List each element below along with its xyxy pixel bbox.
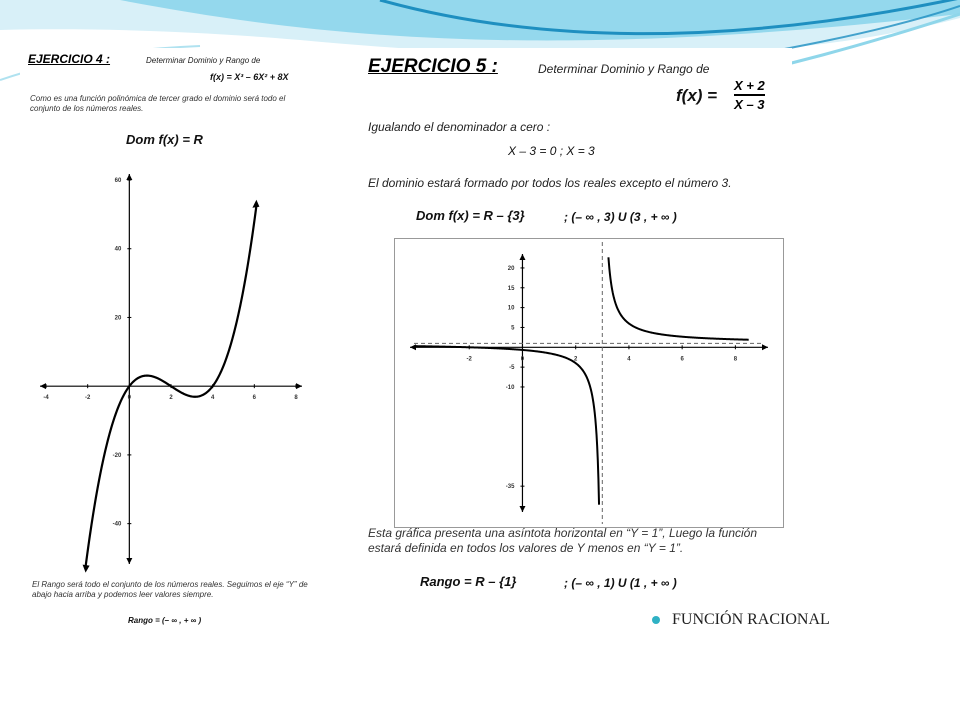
exercise-5-range-interval: ; (– ∞ , 1) U (1 , + ∞ ) [564, 576, 677, 590]
exercise-5-panel [358, 48, 792, 596]
y-tick-label: -35 [505, 484, 515, 491]
fraction-numerator: X + 2 [734, 78, 765, 93]
exercise-5-function-lhs: f(x) = [676, 86, 718, 105]
exercise-5-domain: Dom f(x) = R – {3} [416, 208, 525, 223]
x-tick-label: -2 [84, 395, 91, 402]
exercise-4-function: f(x) = X³ – 6X² + 8X [210, 72, 289, 82]
exercise-5-asymptote-explanation: Esta gráfica presenta una asíntota horizontal en “Y = 1”, Luego la función estará definida en todos los valores de Y menos en “Y = 1”. [368, 526, 758, 555]
y-axis-arrow-icon [519, 254, 525, 260]
exercise-4-task: Determinar Dominio y Rango de [146, 56, 261, 65]
exercise-4-title: EJERCICIO 4 : [28, 52, 111, 66]
y-tick-label: -5 [509, 365, 515, 372]
x-tick-label: 0 [127, 395, 132, 402]
right-branch-curve [608, 257, 748, 339]
y-axis-arrow-icon [519, 506, 525, 512]
exercise-5-task: Determinar Dominio y Rango de [538, 62, 710, 76]
x-axis-arrow-icon [40, 383, 46, 389]
exercise-4-range: Rango = (– ∞ , + ∞ ) [128, 616, 202, 625]
y-tick-label: 15 [507, 285, 515, 292]
x-tick-label: 6 [680, 356, 684, 363]
exercise-5-title: EJERCICIO 5 : [368, 56, 498, 77]
x-axis-arrow-icon [762, 344, 768, 350]
left-branch-curve [416, 346, 599, 505]
exercise-4-explanation: Como es una función polinómica de tercer grado el dominio será todo el conjunto de los números reales. [30, 94, 286, 113]
y-tick-label: 40 [114, 246, 122, 253]
y-axis-arrow-icon [126, 558, 132, 564]
x-axis-arrow-icon [410, 344, 416, 350]
caption-text: FUNCIÓN RACIONAL [672, 611, 830, 628]
exercise-5-domain-explanation: El dominio estará formado por todos los reales excepto el número 3. [368, 176, 732, 190]
y-tick-label: 60 [114, 178, 122, 184]
y-tick-label: 5 [511, 325, 515, 332]
y-tick-label: -40 [112, 521, 122, 528]
x-tick-label: 6 [252, 395, 257, 402]
exercise-5-equation: X – 3 = 0 ; X = 3 [508, 144, 595, 158]
x-tick-label: 2 [169, 395, 173, 402]
x-tick-label: 2 [574, 356, 578, 363]
fraction-bar [734, 94, 765, 96]
x-tick-label: 4 [627, 356, 631, 363]
exercise-5-range: Rango = R – {1} [420, 574, 517, 589]
y-tick-label: -10 [505, 384, 515, 391]
slide-caption [652, 611, 830, 629]
y-tick-label: 10 [507, 305, 515, 312]
y-tick-label: 20 [507, 265, 515, 272]
exercise-5-fraction [734, 78, 765, 112]
x-tick-label: -2 [466, 356, 472, 363]
exercise-5-domain-interval: ; (– ∞ , 3) U (3 , + ∞ ) [564, 210, 677, 224]
exercise-4-panel [20, 48, 322, 634]
bullet-icon [652, 616, 660, 624]
fraction-denominator: X – 3 [734, 96, 765, 112]
x-tick-label: 8 [294, 395, 298, 402]
exercise-5-step: Igualando el denominador a cero : [368, 120, 551, 134]
x-tick-label: -4 [43, 395, 49, 402]
y-tick-label: 20 [114, 315, 122, 322]
x-axis-arrow-icon [296, 383, 302, 389]
exercise-4-domain: Dom f(x) = R [126, 132, 203, 147]
x-tick-label: 8 [733, 356, 738, 363]
y-axis-arrow-icon [126, 174, 132, 180]
x-tick-label: 0 [520, 356, 525, 363]
rational-function-graph [394, 238, 784, 528]
x-tick-label: 4 [210, 395, 215, 402]
curve-arrow-icon [252, 200, 259, 208]
curve-arrow-icon [83, 565, 90, 573]
cubic-function-graph [30, 164, 312, 574]
exercise-4-range-explanation: El Rango será todo el conjunto de los números reales. Seguimos el eje “Y” de abajo hacia arriba y podemos leer valores siempre. [32, 580, 308, 599]
y-tick-label: -20 [112, 452, 122, 459]
